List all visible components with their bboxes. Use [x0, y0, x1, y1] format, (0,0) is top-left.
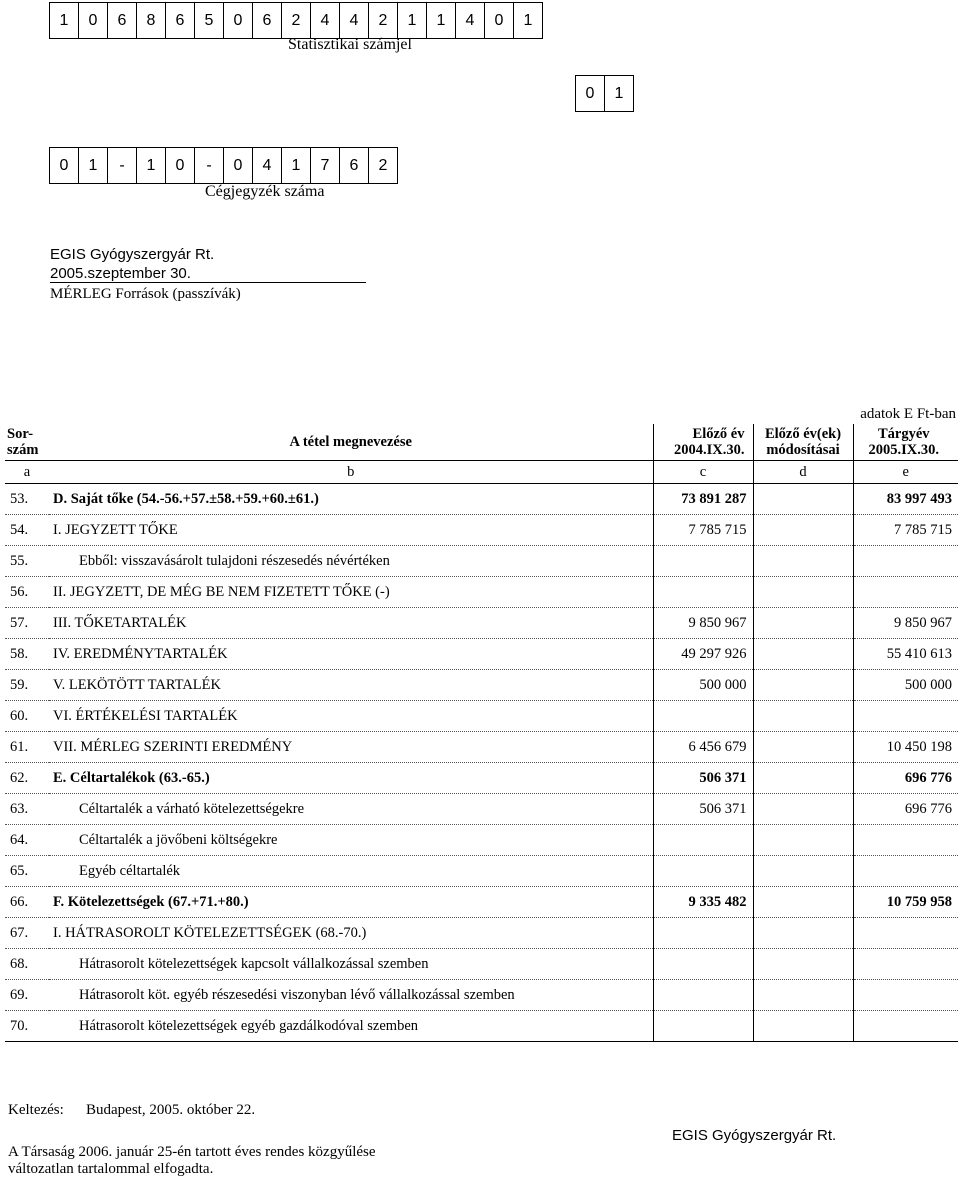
digit-box: 0: [166, 148, 195, 183]
row-prev-year-value: 49 297 926: [653, 639, 753, 670]
digit-box: 8: [137, 3, 166, 38]
row-prev-year-value: 73 891 287: [653, 484, 753, 515]
row-modification-value: [753, 980, 853, 1011]
row-number: 53.: [5, 484, 49, 515]
row-modification-value: [753, 1011, 853, 1042]
row-number: 61.: [5, 732, 49, 763]
digit-box: 4: [253, 148, 282, 183]
row-current-year-value: 83 997 493: [853, 484, 958, 515]
letters-row: [5, 461, 958, 484]
row-current-year-value: 10 759 958: [853, 887, 958, 918]
row-item-name: Egyéb céltartalék: [49, 856, 653, 887]
row-prev-year-value: [653, 546, 753, 577]
balance-table: [5, 424, 958, 1042]
row-number: 66.: [5, 887, 49, 918]
table-row: [5, 701, 958, 732]
row-number: 63.: [5, 794, 49, 825]
row-modification-value: [753, 670, 853, 701]
digit-box: 0: [224, 3, 253, 38]
digit-box: 6: [253, 3, 282, 38]
signature-company: EGIS Gyógyszergyár Rt.: [672, 1127, 837, 1144]
approval-note-line2: változatlan tartalommal elfogadta.: [8, 1161, 214, 1177]
table-row: [5, 980, 958, 1011]
table-row: [5, 670, 958, 701]
form-code-boxes: [575, 75, 634, 112]
digit-box: 2: [369, 3, 398, 38]
table-row: [5, 608, 958, 639]
digit-box: 1: [50, 3, 79, 38]
row-item-name: Ebből: visszavásárolt tulajdoni részesedés névértéken: [49, 546, 653, 577]
row-current-year-value: [853, 546, 958, 577]
units-note: adatok E Ft-ban: [860, 406, 956, 422]
digit-box: 1: [79, 148, 108, 183]
digit-box: 4: [456, 3, 485, 38]
table-row: [5, 546, 958, 577]
stat-number-caption: Statisztikai számjel: [288, 36, 412, 53]
digit-box: 6: [108, 3, 137, 38]
header-modifications: Előző év(ek) módosításai: [753, 424, 853, 461]
row-item-name: II. JEGYZETT, DE MÉG BE NEM FIZETETT TŐKE (-): [49, 577, 653, 608]
digit-box: 1: [282, 148, 311, 183]
row-item-name: III. TŐKETARTALÉK: [49, 608, 653, 639]
row-prev-year-value: 9 850 967: [653, 608, 753, 639]
table-row: [5, 515, 958, 546]
digit-box: 0: [79, 3, 108, 38]
row-number: 70.: [5, 1011, 49, 1042]
row-item-name: VII. MÉRLEG SZERINTI EREDMÉNY: [49, 732, 653, 763]
row-modification-value: [753, 732, 853, 763]
row-prev-year-value: [653, 949, 753, 980]
digit-box: 1: [398, 3, 427, 38]
table-row: [5, 763, 958, 794]
table-row: [5, 887, 958, 918]
table-row: [5, 949, 958, 980]
table-row: [5, 1011, 958, 1042]
table-row: [5, 918, 958, 949]
digit-box: 2: [282, 3, 311, 38]
row-current-year-value: 696 776: [853, 794, 958, 825]
row-modification-value: [753, 856, 853, 887]
digit-box: 1: [137, 148, 166, 183]
row-modification-value: [753, 608, 853, 639]
row-number: 56.: [5, 577, 49, 608]
letter-a: a: [5, 461, 49, 484]
row-item-name: Hátrasorolt kötelezettségek egyéb gazdálkodóval szemben: [49, 1011, 653, 1042]
row-current-year-value: [853, 701, 958, 732]
row-modification-value: [753, 887, 853, 918]
digit-box: 1: [605, 76, 634, 111]
row-prev-year-value: [653, 980, 753, 1011]
row-modification-value: [753, 515, 853, 546]
row-prev-year-value: [653, 1011, 753, 1042]
row-modification-value: [753, 918, 853, 949]
table-row: [5, 577, 958, 608]
table-body: [5, 484, 958, 1042]
header-row-no: Sor- szám: [5, 424, 49, 461]
row-number: 55.: [5, 546, 49, 577]
header-row: [5, 424, 958, 461]
row-current-year-value: [853, 1011, 958, 1042]
row-current-year-value: [853, 980, 958, 1011]
row-item-name: I. JEGYZETT TŐKE: [49, 515, 653, 546]
digit-box: 0: [224, 148, 253, 183]
row-modification-value: [753, 949, 853, 980]
row-item-name: Céltartalék a jövőbeni költségekre: [49, 825, 653, 856]
row-prev-year-value: 506 371: [653, 794, 753, 825]
row-item-name: F. Kötelezettségek (67.+71.+80.): [49, 887, 653, 918]
header-prev-year: Előző év 2004.IX.30.: [653, 424, 753, 461]
row-number: 64.: [5, 825, 49, 856]
row-item-name: Hátrasorolt kötelezettségek kapcsolt vállalkozással szemben: [49, 949, 653, 980]
digit-box: -: [195, 148, 224, 183]
row-prev-year-value: 6 456 679: [653, 732, 753, 763]
row-number: 58.: [5, 639, 49, 670]
table-row: [5, 825, 958, 856]
row-current-year-value: 500 000: [853, 670, 958, 701]
row-number: 68.: [5, 949, 49, 980]
table-row: [5, 794, 958, 825]
row-current-year-value: [853, 856, 958, 887]
row-modification-value: [753, 763, 853, 794]
table-row: [5, 732, 958, 763]
header-item-name: A tétel megnevezése: [49, 424, 653, 461]
stat-number-boxes: [49, 2, 543, 39]
digit-box: 7: [311, 148, 340, 183]
letter-c: c: [653, 461, 753, 484]
report-title: MÉRLEG Források (passzívák): [50, 286, 241, 302]
row-modification-value: [753, 701, 853, 732]
row-item-name: Céltartalék a várható kötelezettségekre: [49, 794, 653, 825]
digit-box: 5: [195, 3, 224, 38]
row-prev-year-value: 506 371: [653, 763, 753, 794]
row-item-name: VI. ÉRTÉKELÉSI TARTALÉK: [49, 701, 653, 732]
row-prev-year-value: [653, 577, 753, 608]
row-item-name: E. Céltartalékok (63.-65.): [49, 763, 653, 794]
row-number: 59.: [5, 670, 49, 701]
date-label: Keltezés:: [8, 1102, 64, 1118]
company-reg-caption: Cégjegyzék száma: [205, 183, 325, 200]
row-current-year-value: 9 850 967: [853, 608, 958, 639]
row-item-name: IV. EREDMÉNYTARTALÉK: [49, 639, 653, 670]
row-number: 69.: [5, 980, 49, 1011]
report-date: 2005.szeptember 30.: [50, 265, 366, 283]
row-modification-value: [753, 546, 853, 577]
table-row: [5, 856, 958, 887]
digit-box: 0: [50, 148, 79, 183]
row-item-name: I. HÁTRASOROLT KÖTELEZETTSÉGEK (68.-70.): [49, 918, 653, 949]
company-reg-boxes: [49, 147, 398, 184]
row-modification-value: [753, 794, 853, 825]
digit-box: 6: [166, 3, 195, 38]
row-prev-year-value: [653, 701, 753, 732]
row-item-name: V. LEKÖTÖTT TARTALÉK: [49, 670, 653, 701]
row-prev-year-value: 500 000: [653, 670, 753, 701]
header-current-year: Tárgyév 2005.IX.30.: [853, 424, 958, 461]
digit-box: 0: [576, 76, 605, 111]
row-modification-value: [753, 825, 853, 856]
row-prev-year-value: 9 335 482: [653, 887, 753, 918]
row-number: 67.: [5, 918, 49, 949]
row-prev-year-value: [653, 825, 753, 856]
row-number: 62.: [5, 763, 49, 794]
row-number: 54.: [5, 515, 49, 546]
row-item-name: Hátrasorolt köt. egyéb részesedési viszonyban lévő vállalkozással szemben: [49, 980, 653, 1011]
row-current-year-value: [853, 949, 958, 980]
row-prev-year-value: [653, 918, 753, 949]
row-current-year-value: 10 450 198: [853, 732, 958, 763]
letter-b: b: [49, 461, 653, 484]
row-current-year-value: [853, 825, 958, 856]
letter-e: e: [853, 461, 958, 484]
row-item-name: D. Saját tőke (54.-56.+57.±58.+59.+60.±61.): [49, 484, 653, 515]
digit-box: 4: [340, 3, 369, 38]
letter-d: d: [753, 461, 853, 484]
row-current-year-value: [853, 918, 958, 949]
table-row: [5, 639, 958, 670]
date-value: Budapest, 2005. október 22.: [86, 1102, 256, 1118]
digit-box: 2: [369, 148, 398, 183]
row-number: 65.: [5, 856, 49, 887]
row-current-year-value: [853, 577, 958, 608]
row-modification-value: [753, 639, 853, 670]
digit-box: 6: [340, 148, 369, 183]
digit-box: 0: [485, 3, 514, 38]
table-row: [5, 484, 958, 515]
digit-box: 1: [514, 3, 543, 38]
row-prev-year-value: 7 785 715: [653, 515, 753, 546]
row-current-year-value: 55 410 613: [853, 639, 958, 670]
digit-box: 4: [311, 3, 340, 38]
row-current-year-value: 7 785 715: [853, 515, 958, 546]
digit-box: 1: [427, 3, 456, 38]
row-number: 57.: [5, 608, 49, 639]
row-modification-value: [753, 484, 853, 515]
row-modification-value: [753, 577, 853, 608]
digit-box: -: [108, 148, 137, 183]
row-current-year-value: 696 776: [853, 763, 958, 794]
row-number: 60.: [5, 701, 49, 732]
company-name: EGIS Gyógyszergyár Rt.: [50, 246, 215, 263]
approval-note-line1: A Társaság 2006. január 25-én tartott éves rendes közgyűlése: [8, 1144, 376, 1160]
row-prev-year-value: [653, 856, 753, 887]
